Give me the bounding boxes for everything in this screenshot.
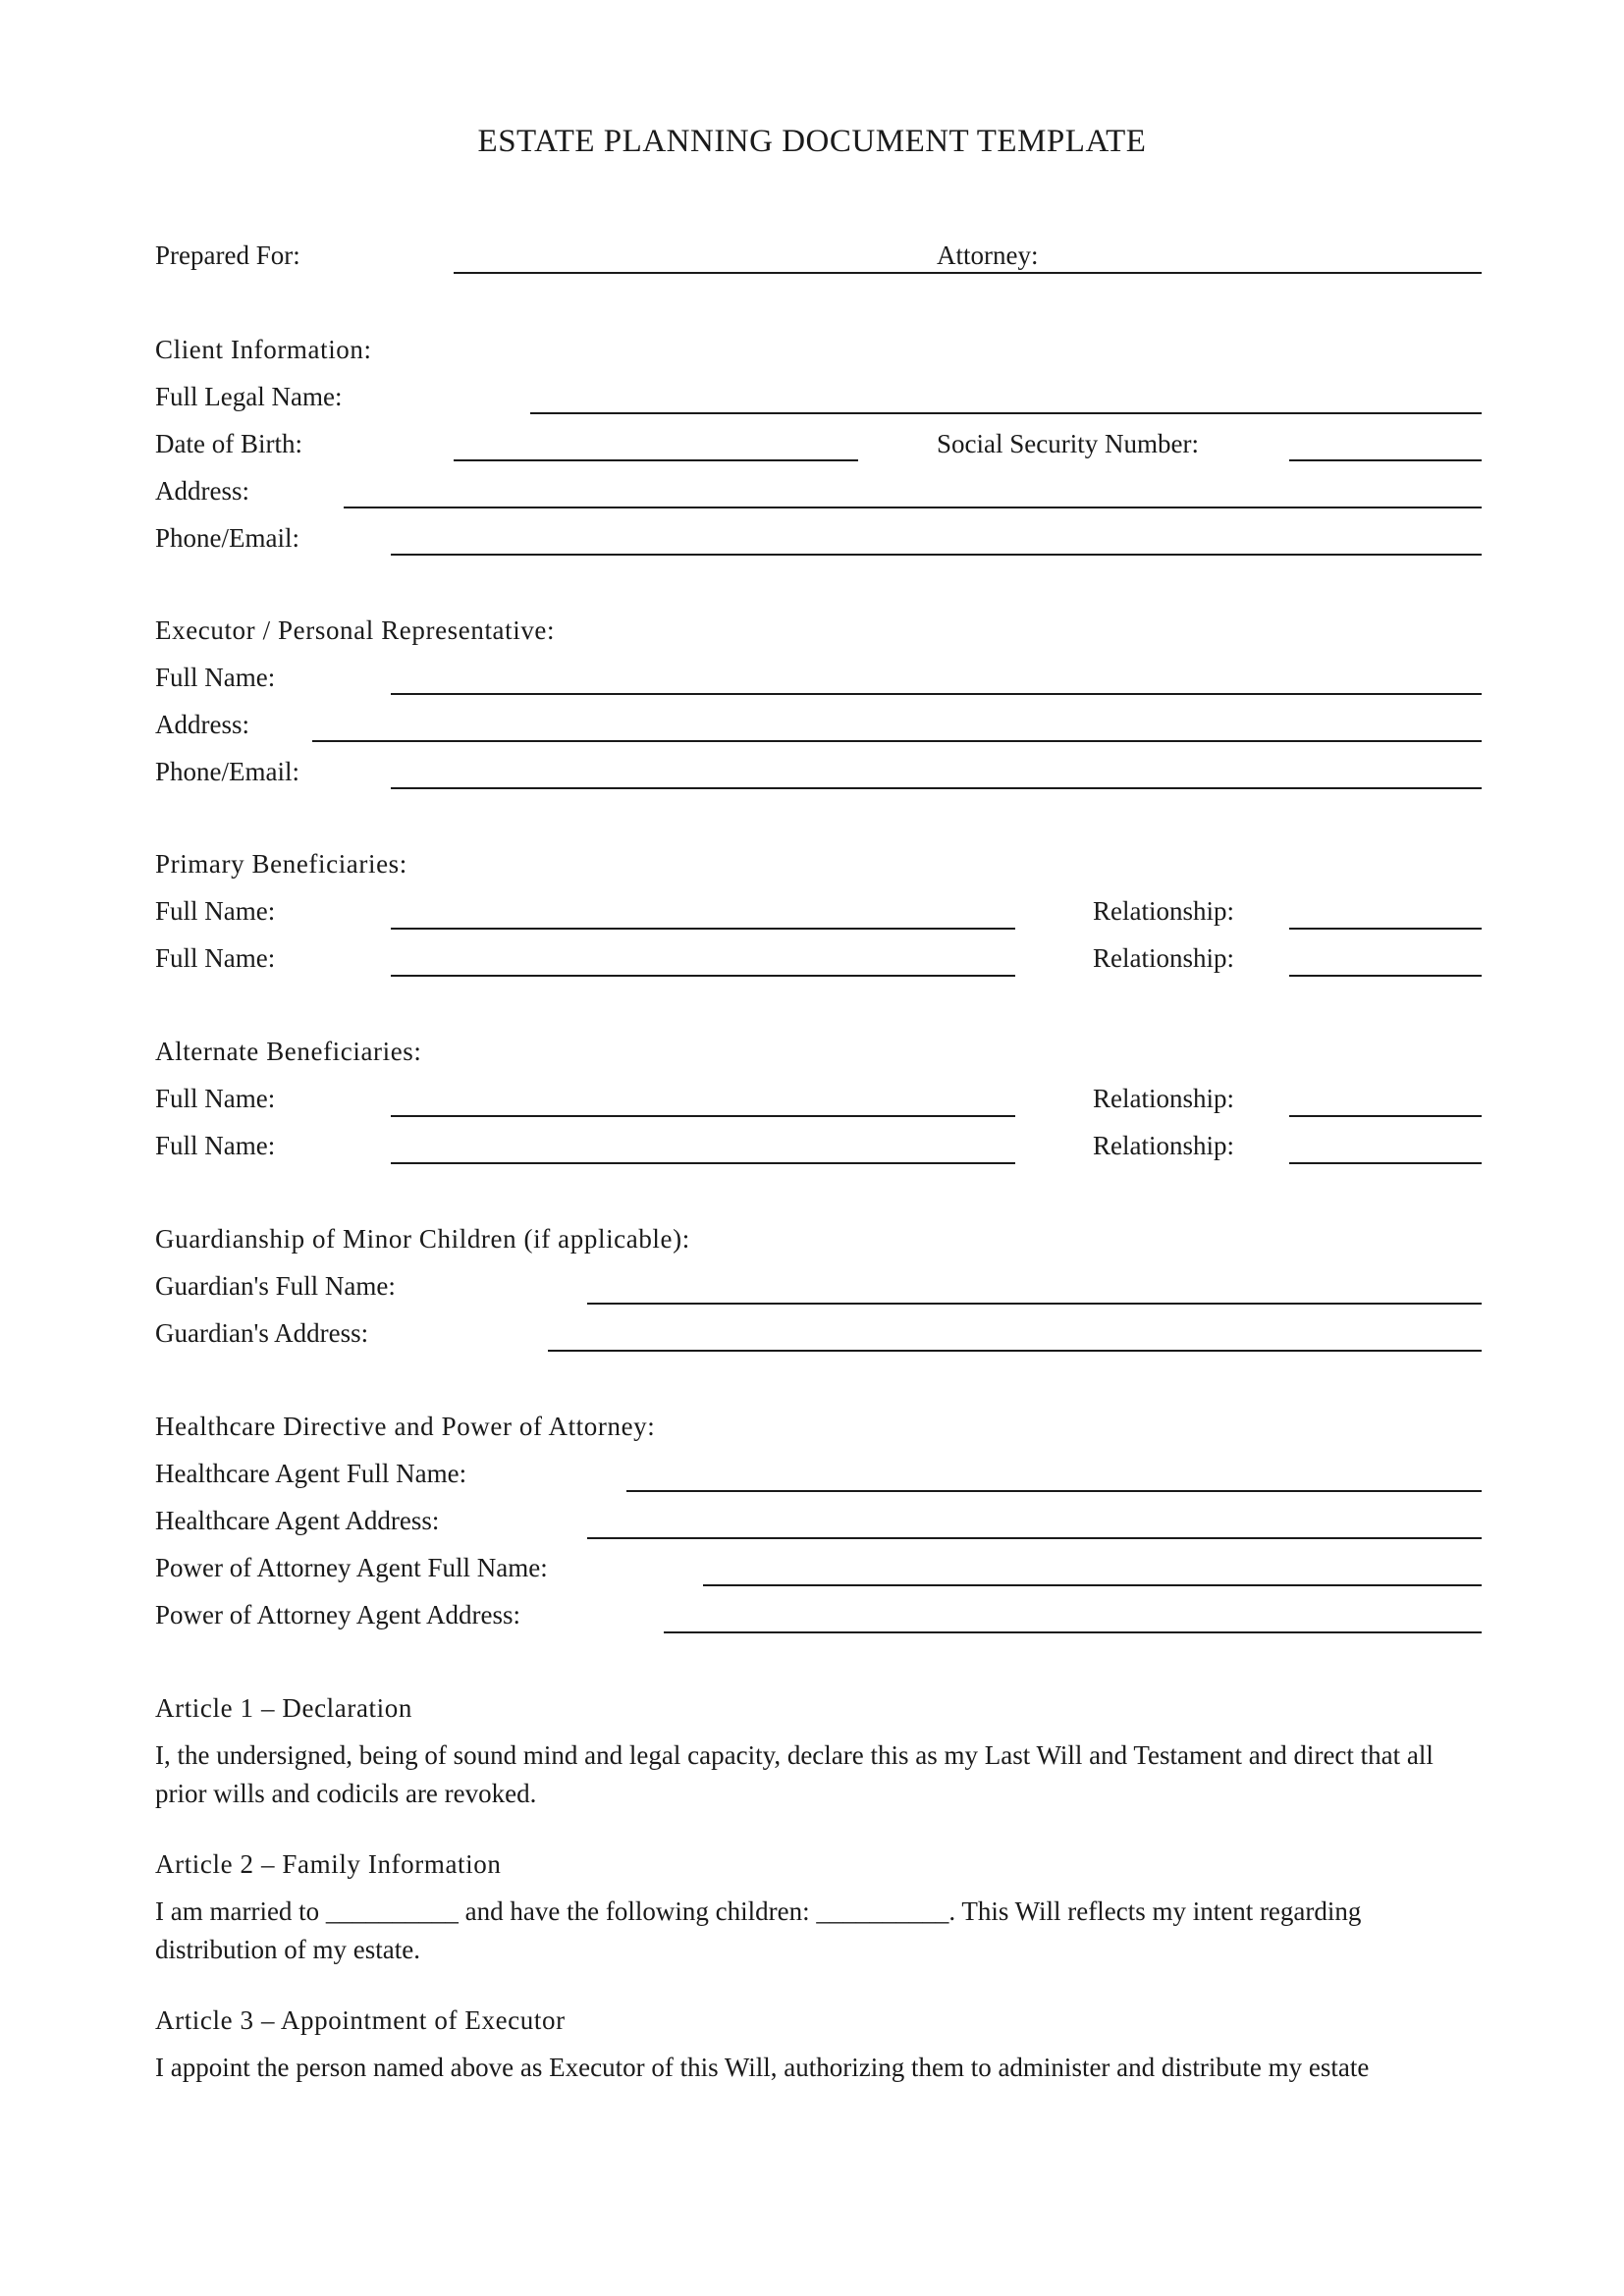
guardianship-heading: Guardianship of Minor Children (if applicable): (155, 1224, 690, 1254)
ssn-label: Social Security Number: (937, 429, 1199, 458)
article-1-text: I, the undersigned, being of sound mind and legal capacity, declare this as my Last Will and Testament and direct that all prior wills and codicils are revoked. (155, 1740, 1434, 1808)
dob-field[interactable] (454, 459, 858, 461)
healthcare-agent-address-label: Healthcare Agent Address: (155, 1506, 440, 1535)
article-2-text: I am married to __________ and have the following children: __________. This Will reflects my intent regarding distribution of my estate. (155, 1896, 1362, 1964)
healthcare-heading: Healthcare Directive and Power of Attorney: (155, 1412, 656, 1441)
executor-heading: Executor / Personal Representative: (155, 615, 556, 645)
attorney-field[interactable] (934, 272, 1482, 274)
client-phone-email-label: Phone/Email: (155, 523, 299, 553)
prepared-for-field[interactable] (454, 272, 934, 274)
primary-relationship-label-1: Relationship: (1093, 896, 1234, 926)
primary-relationship-field-2[interactable] (1289, 975, 1482, 977)
article-2-heading: Article 2 – Family Information (155, 1849, 502, 1879)
alternate-beneficiaries-heading: Alternate Beneficiaries: (155, 1037, 422, 1066)
attorney-label: Attorney: (937, 240, 1039, 270)
primary-beneficiaries-heading: Primary Beneficiaries: (155, 849, 407, 879)
alternate-name-label-1: Full Name: (155, 1084, 276, 1113)
client-phone-email-field[interactable] (391, 554, 1482, 556)
full-legal-name-field[interactable] (530, 412, 1482, 414)
ssn-field[interactable] (1289, 459, 1482, 461)
client-address-field[interactable] (344, 507, 1482, 508)
dob-label: Date of Birth: (155, 429, 302, 458)
executor-address-field[interactable] (312, 740, 1482, 742)
alternate-relationship-field-2[interactable] (1289, 1162, 1482, 1164)
guardian-name-field[interactable] (587, 1303, 1482, 1305)
prepared-for-label: Prepared For: (155, 240, 300, 270)
executor-name-label: Full Name: (155, 663, 276, 692)
guardian-name-label: Guardian's Full Name: (155, 1271, 396, 1301)
alternate-relationship-field-1[interactable] (1289, 1115, 1482, 1117)
alternate-name-field-2[interactable] (391, 1162, 1015, 1164)
alternate-relationship-label-2: Relationship: (1093, 1131, 1234, 1160)
alternate-name-field-1[interactable] (391, 1115, 1015, 1117)
document-title: ESTATE PLANNING DOCUMENT TEMPLATE (477, 124, 1147, 159)
client-address-label: Address: (155, 476, 249, 506)
guardian-address-label: Guardian's Address: (155, 1318, 369, 1348)
guardian-address-field[interactable] (548, 1350, 1482, 1352)
primary-name-label-1: Full Name: (155, 896, 276, 926)
primary-name-field-2[interactable] (391, 975, 1015, 977)
primary-name-label-2: Full Name: (155, 943, 276, 973)
healthcare-agent-name-field[interactable] (626, 1490, 1482, 1492)
executor-address-label: Address: (155, 710, 249, 739)
article-3-heading: Article 3 – Appointment of Executor (155, 2005, 566, 2035)
healthcare-agent-name-label: Healthcare Agent Full Name: (155, 1459, 467, 1488)
executor-name-field[interactable] (391, 693, 1482, 695)
poa-agent-address-label: Power of Attorney Agent Address: (155, 1600, 520, 1629)
executor-phone-email-field[interactable] (391, 787, 1482, 789)
article-3-text: I appoint the person named above as Executor of this Will, authorizing them to administer and distribute my estate (155, 2053, 1370, 2082)
poa-agent-name-label: Power of Attorney Agent Full Name: (155, 1553, 548, 1582)
primary-relationship-label-2: Relationship: (1093, 943, 1234, 973)
alternate-relationship-label-1: Relationship: (1093, 1084, 1234, 1113)
poa-agent-name-field[interactable] (703, 1584, 1482, 1586)
poa-agent-address-field[interactable] (664, 1631, 1482, 1633)
primary-relationship-field-1[interactable] (1289, 928, 1482, 930)
primary-name-field-1[interactable] (391, 928, 1015, 930)
healthcare-agent-address-field[interactable] (587, 1537, 1482, 1539)
article-1-heading: Article 1 – Declaration (155, 1693, 412, 1723)
full-legal-name-label: Full Legal Name: (155, 382, 343, 411)
executor-phone-email-label: Phone/Email: (155, 757, 299, 786)
alternate-name-label-2: Full Name: (155, 1131, 276, 1160)
client-info-heading: Client Information: (155, 335, 372, 364)
